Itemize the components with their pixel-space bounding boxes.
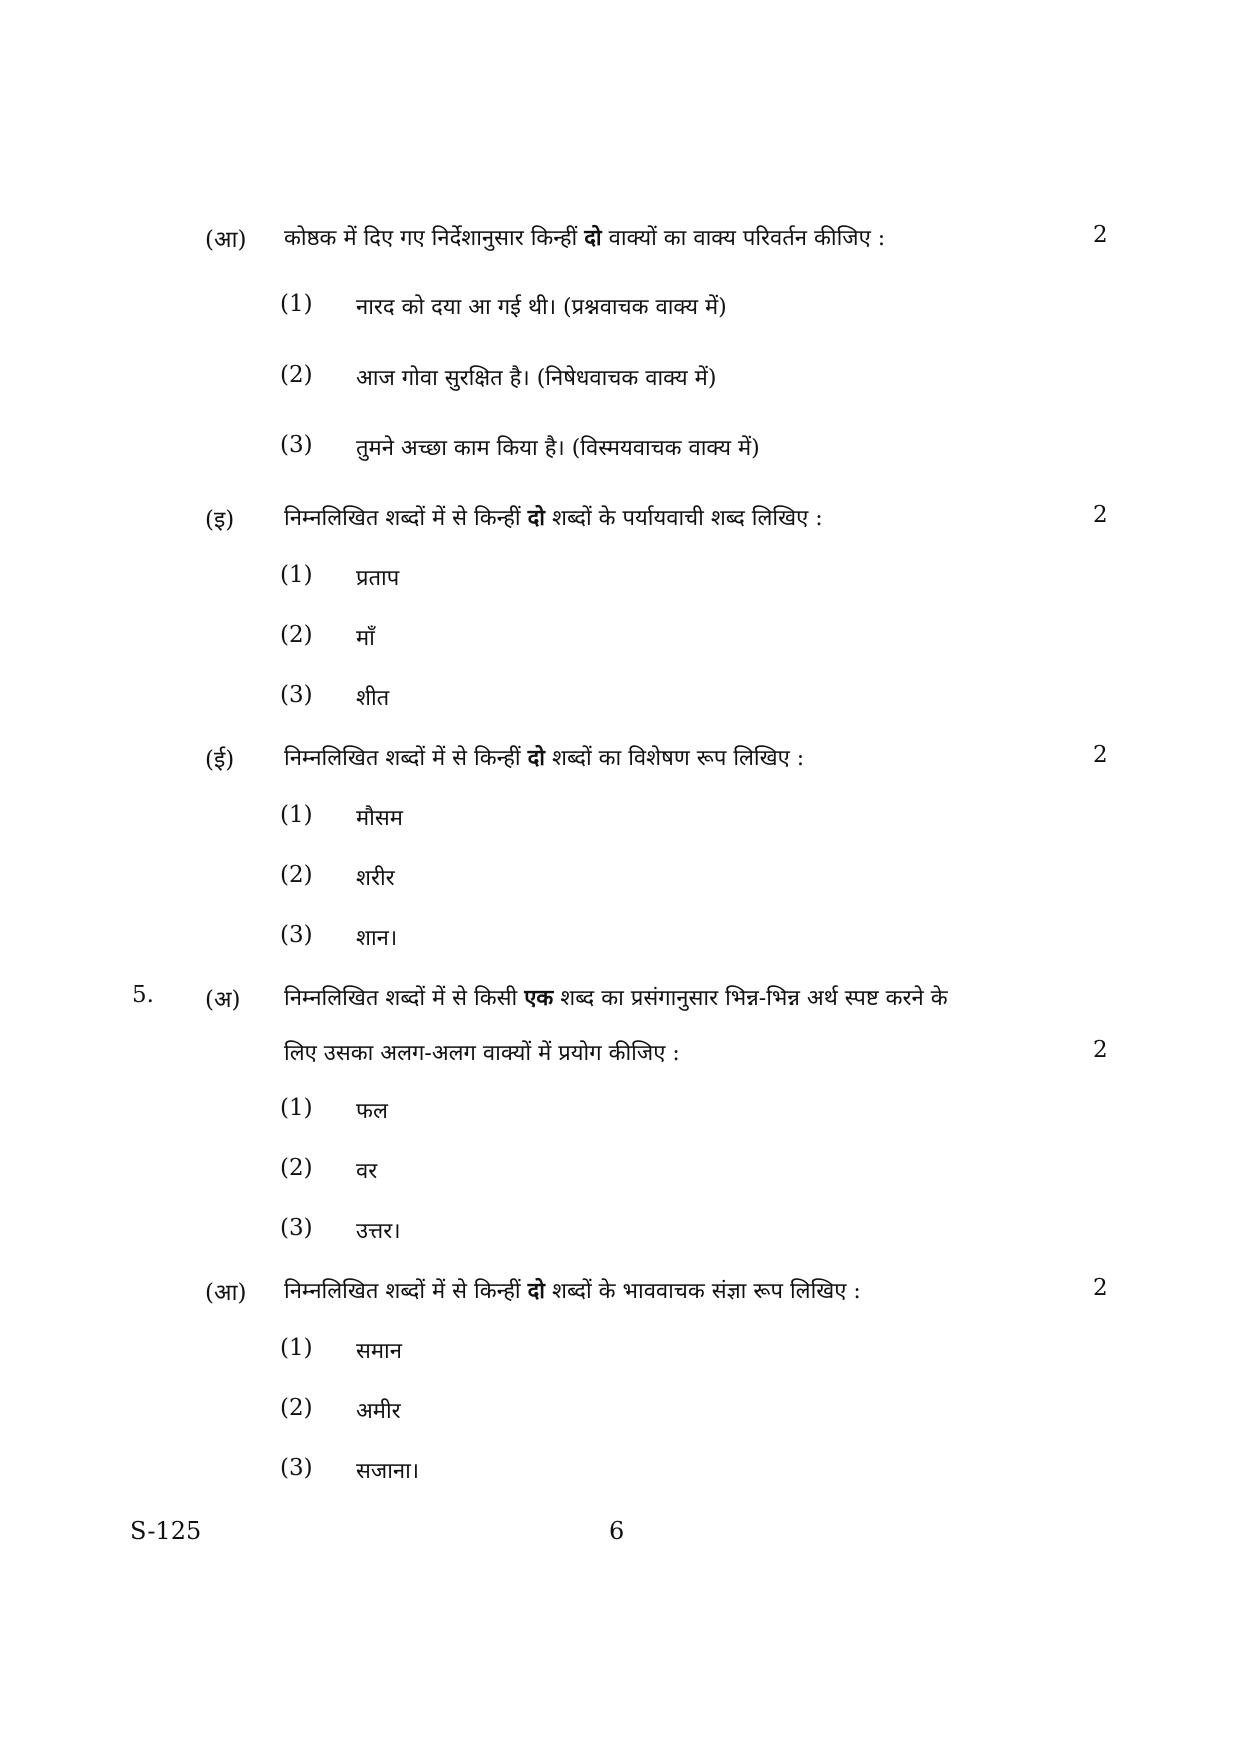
item-text: सजाना। [356,1459,420,1484]
item-text: शरीर [356,866,395,891]
item-text: अमीर [356,1399,401,1424]
item-text: फल [356,1099,388,1124]
item-text: प्रताप [356,566,400,591]
item-text: शीत [356,686,390,711]
item-number: (3) [280,682,313,708]
question-marks: 2 [1093,502,1108,528]
item-text: मौसम [356,806,403,831]
item-number: (1) [280,1095,313,1121]
question-marks: 2 [1093,742,1108,768]
question-text: कोष्ठक में दिए गए निर्देशानुसार किन्हीं दो वाक्यों का वाक्य परिवर्तन कीजिए : [284,225,886,251]
item-number: (3) [280,1215,313,1241]
page-number: 6 [609,1517,625,1545]
item-number: (1) [280,802,313,828]
question-marks: 2 [1093,1275,1108,1301]
question-text: निम्नलिखित शब्दों में से किन्हीं दो शब्दों का विशेषण रूप लिखिए : [284,745,805,771]
question-marks: 2 [1093,222,1108,248]
question-label: (ई) [205,747,235,773]
item-text: नारद को दया आ गई थी। (प्रश्नवाचक वाक्य में) [356,295,727,320]
item-number: (3) [280,432,313,458]
item-number: (3) [280,1455,313,1481]
question-text: निम्नलिखित शब्दों में से किन्हीं दो शब्दों के पर्यायवाची शब्द लिखिए : [284,505,823,531]
question-text: निम्नलिखित शब्दों में से किन्हीं दो शब्दों के भाववाचक संज्ञा रूप लिखिए : [284,1278,861,1304]
item-number: (3) [280,922,313,948]
item-number: (2) [280,1155,313,1181]
question-label: (अ) [205,987,241,1013]
question-label: (आ) [205,1280,247,1306]
item-number: (2) [280,622,313,648]
item-text: तुमने अच्छा काम किया है। (विस्मयवाचक वाक्य में) [356,436,760,461]
question-number: 5. [132,982,154,1008]
item-text: आज गोवा सुरक्षित है। (निषेधवाचक वाक्य में) [356,366,717,391]
question-text: निम्नलिखित शब्दों में से किसी एक शब्द का प्रसंगानुसार भिन्न-भिन्न अर्थ स्पष्ट करने के [284,985,948,1011]
item-number: (1) [280,562,313,588]
question-label: (इ) [205,507,235,533]
item-number: (1) [280,291,313,317]
item-text: समान [356,1339,402,1364]
item-text: माँ [356,626,375,651]
item-text: शान। [356,926,398,951]
item-number: (2) [280,362,313,388]
item-number: (2) [280,862,313,888]
question-marks: 2 [1093,1037,1108,1063]
item-text: वर [356,1159,378,1184]
item-number: (1) [280,1335,313,1361]
question-label: (आ) [205,227,247,253]
paper-code: S-125 [130,1517,202,1545]
question-text-continued: लिए उसका अलग-अलग वाक्यों में प्रयोग कीजिए : [284,1041,680,1066]
item-number: (2) [280,1395,313,1421]
item-text: उत्तर। [356,1219,401,1244]
